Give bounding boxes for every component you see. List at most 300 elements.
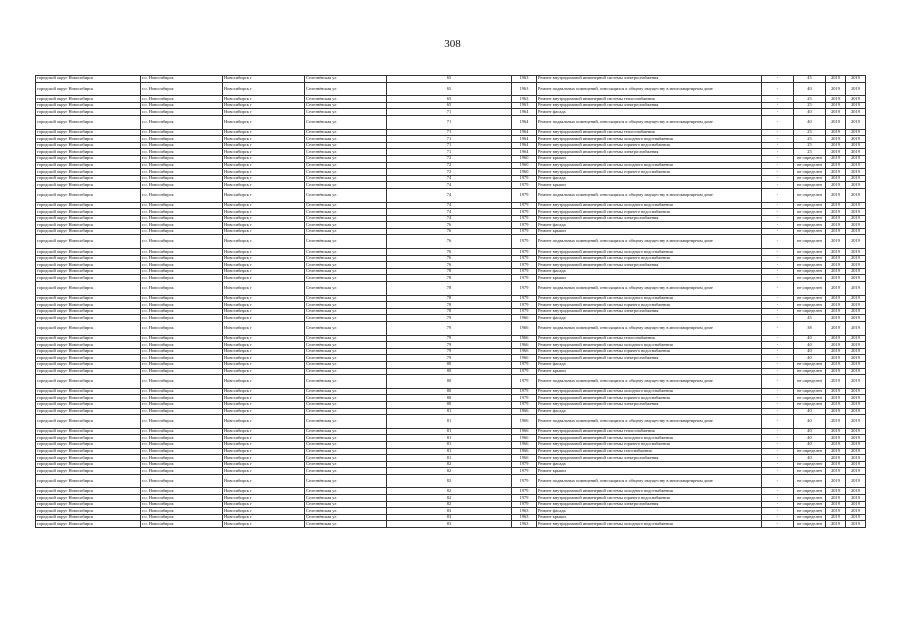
- settlement-cell: Новосибирск г: [223, 222, 305, 229]
- work-type-cell: Ремонт внутридомовой инженерной системы горячего водоснабжения: [537, 348, 762, 355]
- municipality-cell: городской округ Новосибирск: [36, 435, 141, 442]
- okrug-cell: г.о. Новосибирск: [141, 435, 223, 442]
- work-type-cell: Ремонт внутридомовой инженерной системы холодного водоснабжения: [537, 435, 762, 442]
- street-cell: Селезнёвская ул: [305, 235, 387, 249]
- value-cell: 25: [794, 149, 826, 156]
- year-end-cell: 2019: [846, 361, 866, 368]
- street-cell: Селезнёвская ул: [305, 175, 387, 182]
- table-row: [36, 342, 866, 349]
- okrug-cell: г.о. Новосибирск: [141, 262, 223, 269]
- table-row: [36, 488, 866, 495]
- value-cell: 40: [794, 428, 826, 435]
- table-row: [36, 209, 866, 216]
- work-type-cell: Ремонт внутридомовой инженерной системы горячего водоснабжения: [537, 169, 762, 176]
- year-end-cell: 2019: [846, 255, 866, 262]
- dash-cell: -: [762, 521, 794, 528]
- municipality-cell: городской округ Новосибирск: [36, 355, 141, 362]
- okrug-cell: г.о. Новосибирск: [141, 455, 223, 462]
- okrug-cell: г.о. Новосибирск: [141, 361, 223, 368]
- house-number-cell: 65: [387, 82, 512, 96]
- year-end-cell: 2019: [846, 275, 866, 282]
- year-cell: 1979: [512, 215, 537, 222]
- dash-cell: -: [762, 355, 794, 362]
- year-end-cell: 2019: [846, 209, 866, 216]
- settlement-cell: Новосибирск г: [223, 142, 305, 149]
- year-end-cell: 2019: [846, 474, 866, 488]
- year-end-cell: 2019: [846, 495, 866, 502]
- year-cell: 1979: [512, 268, 537, 275]
- value-cell: не определен: [794, 202, 826, 209]
- year-end-cell: 2019: [846, 355, 866, 362]
- okrug-cell: г.о. Новосибирск: [141, 142, 223, 149]
- municipality-cell: городской округ Новосибирск: [36, 375, 141, 389]
- year-end-cell: 2019: [846, 308, 866, 315]
- okrug-cell: г.о. Новосибирск: [141, 275, 223, 282]
- municipality-cell: городской округ Новосибирск: [36, 175, 141, 182]
- okrug-cell: г.о. Новосибирск: [141, 401, 223, 408]
- work-type-cell: Ремонт внутридомовой инженерной системы электроснабжения: [537, 149, 762, 156]
- street-cell: Селезнёвская ул: [305, 428, 387, 435]
- year-cell: 1979: [512, 302, 537, 309]
- house-number-cell: 82: [387, 461, 512, 468]
- dash-cell: -: [762, 335, 794, 342]
- dash-cell: -: [762, 448, 794, 455]
- street-cell: Селезнёвская ул: [305, 115, 387, 129]
- house-number-cell: 80: [387, 388, 512, 395]
- table-row: [36, 514, 866, 521]
- value-cell: не определен: [794, 474, 826, 488]
- year-cell: 1979: [512, 222, 537, 229]
- work-type-cell: Ремонт подвальных помещений, относящихся к общему имуществу в многоквартирном доме: [537, 322, 762, 336]
- settlement-cell: Новосибирск г: [223, 268, 305, 275]
- value-cell: 40: [794, 82, 826, 96]
- okrug-cell: г.о. Новосибирск: [141, 182, 223, 189]
- dash-cell: -: [762, 315, 794, 322]
- okrug-cell: г.о. Новосибирск: [141, 335, 223, 342]
- value-cell: не определен: [794, 249, 826, 256]
- settlement-cell: Новосибирск г: [223, 169, 305, 176]
- street-cell: Селезнёвская ул: [305, 348, 387, 355]
- dash-cell: -: [762, 182, 794, 189]
- table-row: [36, 262, 866, 269]
- year-end-cell: 2019: [846, 96, 866, 103]
- year-cell: 1979: [512, 468, 537, 475]
- value-cell: не определен: [794, 448, 826, 455]
- dash-cell: -: [762, 215, 794, 222]
- okrug-cell: г.о. Новосибирск: [141, 468, 223, 475]
- dash-cell: -: [762, 495, 794, 502]
- year-end-cell: 2019: [846, 222, 866, 229]
- house-number-cell: 78: [387, 282, 512, 296]
- house-number-cell: 76: [387, 228, 512, 235]
- okrug-cell: г.о. Новосибирск: [141, 235, 223, 249]
- house-number-cell: 81: [387, 448, 512, 455]
- year-cell: 1966: [512, 448, 537, 455]
- settlement-cell: Новосибирск г: [223, 441, 305, 448]
- settlement-cell: Новосибирск г: [223, 235, 305, 249]
- settlement-cell: Новосибирск г: [223, 355, 305, 362]
- year-end-cell: 2019: [846, 155, 866, 162]
- street-cell: Селезнёвская ул: [305, 448, 387, 455]
- year-start-cell: 2019: [826, 262, 846, 269]
- house-number-cell: 78: [387, 308, 512, 315]
- table-row: [36, 441, 866, 448]
- table-row: [36, 109, 866, 116]
- okrug-cell: г.о. Новосибирск: [141, 202, 223, 209]
- okrug-cell: г.о. Новосибирск: [141, 155, 223, 162]
- settlement-cell: Новосибирск г: [223, 149, 305, 156]
- value-cell: 40: [794, 455, 826, 462]
- dash-cell: -: [762, 368, 794, 375]
- dash-cell: -: [762, 82, 794, 96]
- work-type-cell: Ремонт крыши: [537, 275, 762, 282]
- year-cell: 1979: [512, 202, 537, 209]
- table-row: [36, 501, 866, 508]
- year-cell: 1979: [512, 235, 537, 249]
- table-row: [36, 155, 866, 162]
- work-type-cell: Ремонт внутридомовой инженерной системы холодного водоснабжения: [537, 488, 762, 495]
- dash-cell: -: [762, 96, 794, 103]
- year-end-cell: 2019: [846, 415, 866, 429]
- year-cell: 1964: [512, 149, 537, 156]
- year-cell: 1963: [512, 102, 537, 109]
- value-cell: не определен: [794, 501, 826, 508]
- table-row: [36, 202, 866, 209]
- house-number-cell: 72: [387, 169, 512, 176]
- year-end-cell: 2019: [846, 461, 866, 468]
- table-row: [36, 76, 866, 83]
- municipality-cell: городской округ Новосибирск: [36, 441, 141, 448]
- year-cell: 1979: [512, 388, 537, 395]
- year-end-cell: 2019: [846, 136, 866, 143]
- dash-cell: -: [762, 342, 794, 349]
- house-number-cell: 74: [387, 175, 512, 182]
- municipality-cell: городской округ Новосибирск: [36, 169, 141, 176]
- table-row: [36, 361, 866, 368]
- year-cell: 1964: [512, 136, 537, 143]
- municipality-cell: городской округ Новосибирск: [36, 102, 141, 109]
- street-cell: Селезнёвская ул: [305, 488, 387, 495]
- value-cell: 40: [794, 115, 826, 129]
- settlement-cell: Новосибирск г: [223, 249, 305, 256]
- work-type-cell: Ремонт внутридомовой инженерной системы горячего водоснабжения: [537, 441, 762, 448]
- year-end-cell: 2019: [846, 428, 866, 435]
- year-end-cell: 2019: [846, 322, 866, 336]
- year-start-cell: 2019: [826, 342, 846, 349]
- street-cell: Селезнёвская ул: [305, 342, 387, 349]
- work-type-cell: Ремонт крыши: [537, 368, 762, 375]
- street-cell: Селезнёвская ул: [305, 82, 387, 96]
- house-number-cell: 78: [387, 275, 512, 282]
- street-cell: Селезнёвская ул: [305, 501, 387, 508]
- settlement-cell: Новосибирск г: [223, 375, 305, 389]
- house-number-cell: 78: [387, 268, 512, 275]
- year-cell: 1979: [512, 461, 537, 468]
- value-cell: 40: [794, 415, 826, 429]
- okrug-cell: г.о. Новосибирск: [141, 488, 223, 495]
- okrug-cell: г.о. Новосибирск: [141, 169, 223, 176]
- dash-cell: -: [762, 508, 794, 515]
- value-cell: не определен: [794, 282, 826, 296]
- dash-cell: -: [762, 136, 794, 143]
- municipality-cell: городской округ Новосибирск: [36, 275, 141, 282]
- settlement-cell: Новосибирск г: [223, 361, 305, 368]
- year-end-cell: 2019: [846, 262, 866, 269]
- value-cell: не определен: [794, 308, 826, 315]
- municipality-cell: городской округ Новосибирск: [36, 495, 141, 502]
- work-type-cell: Ремонт внутридомовой инженерной системы холодного водоснабжения: [537, 202, 762, 209]
- house-number-cell: 81: [387, 455, 512, 462]
- municipality-cell: городской округ Новосибирск: [36, 468, 141, 475]
- dash-cell: -: [762, 282, 794, 296]
- municipality-cell: городской округ Новосибирск: [36, 448, 141, 455]
- year-start-cell: 2019: [826, 102, 846, 109]
- municipality-cell: городской округ Новосибирск: [36, 461, 141, 468]
- street-cell: Селезнёвская ул: [305, 96, 387, 103]
- work-type-cell: Ремонт внутридомовой инженерной системы электроснабжения: [537, 76, 762, 83]
- street-cell: Селезнёвская ул: [305, 202, 387, 209]
- house-number-cell: 80: [387, 401, 512, 408]
- okrug-cell: г.о. Новосибирск: [141, 102, 223, 109]
- work-type-cell: Ремонт внутридомовой инженерной системы холодного водоснабжения: [537, 295, 762, 302]
- work-type-cell: Ремонт крыши: [537, 228, 762, 235]
- year-cell: 1979: [512, 175, 537, 182]
- okrug-cell: г.о. Новосибирск: [141, 355, 223, 362]
- value-cell: 40: [794, 348, 826, 355]
- table-row: [36, 461, 866, 468]
- municipality-cell: городской округ Новосибирск: [36, 395, 141, 402]
- municipality-cell: городской округ Новосибирск: [36, 129, 141, 136]
- value-cell: не определен: [794, 222, 826, 229]
- okrug-cell: г.о. Новосибирск: [141, 115, 223, 129]
- settlement-cell: Новосибирск г: [223, 215, 305, 222]
- year-start-cell: 2019: [826, 315, 846, 322]
- work-type-cell: Ремонт подвальных помещений, относящихся к общему имуществу в многоквартирном доме: [537, 375, 762, 389]
- municipality-cell: городской округ Новосибирск: [36, 348, 141, 355]
- year-end-cell: 2019: [846, 302, 866, 309]
- street-cell: Селезнёвская ул: [305, 474, 387, 488]
- value-cell: 40: [794, 342, 826, 349]
- dash-cell: -: [762, 415, 794, 429]
- value-cell: не определен: [794, 162, 826, 169]
- street-cell: Селезнёвская ул: [305, 395, 387, 402]
- value-cell: не определен: [794, 182, 826, 189]
- year-end-cell: 2019: [846, 514, 866, 521]
- value-cell: 40: [794, 441, 826, 448]
- okrug-cell: г.о. Новосибирск: [141, 295, 223, 302]
- year-start-cell: 2019: [826, 109, 846, 116]
- value-cell: не определен: [794, 295, 826, 302]
- year-start-cell: 2019: [826, 348, 846, 355]
- street-cell: Селезнёвская ул: [305, 455, 387, 462]
- year-start-cell: 2019: [826, 435, 846, 442]
- value-cell: не определен: [794, 388, 826, 395]
- year-end-cell: 2019: [846, 142, 866, 149]
- value-cell: не определен: [794, 235, 826, 249]
- value-cell: не определен: [794, 375, 826, 389]
- year-end-cell: 2019: [846, 268, 866, 275]
- okrug-cell: г.о. Новосибирск: [141, 461, 223, 468]
- year-start-cell: 2019: [826, 175, 846, 182]
- okrug-cell: г.о. Новосибирск: [141, 255, 223, 262]
- year-cell: 1966: [512, 435, 537, 442]
- year-end-cell: 2019: [846, 228, 866, 235]
- table-row: [36, 169, 866, 176]
- dash-cell: -: [762, 361, 794, 368]
- house-number-cell: 79: [387, 315, 512, 322]
- table-row: [36, 435, 866, 442]
- year-cell: 1979: [512, 188, 537, 202]
- table-row: [36, 215, 866, 222]
- year-start-cell: 2019: [826, 136, 846, 143]
- year-cell: 1963: [512, 521, 537, 528]
- municipality-cell: городской округ Новосибирск: [36, 342, 141, 349]
- settlement-cell: Новосибирск г: [223, 342, 305, 349]
- okrug-cell: г.о. Новосибирск: [141, 501, 223, 508]
- year-start-cell: 2019: [826, 488, 846, 495]
- year-start-cell: 2019: [826, 501, 846, 508]
- year-start-cell: 2019: [826, 368, 846, 375]
- settlement-cell: Новосибирск г: [223, 302, 305, 309]
- value-cell: не определен: [794, 209, 826, 216]
- year-start-cell: 2019: [826, 275, 846, 282]
- year-start-cell: 2019: [826, 149, 846, 156]
- year-start-cell: 2019: [826, 428, 846, 435]
- table-row: [36, 408, 866, 415]
- house-number-cell: 79: [387, 348, 512, 355]
- okrug-cell: г.о. Новосибирск: [141, 209, 223, 216]
- year-cell: 1979: [512, 249, 537, 256]
- house-number-cell: 80: [387, 375, 512, 389]
- settlement-cell: Новосибирск г: [223, 115, 305, 129]
- year-cell: 1979: [512, 282, 537, 296]
- settlement-cell: Новосибирск г: [223, 109, 305, 116]
- municipality-cell: городской округ Новосибирск: [36, 408, 141, 415]
- table-row: [36, 395, 866, 402]
- work-type-cell: Ремонт внутридомовой инженерной системы электроснабжения: [537, 308, 762, 315]
- house-number-cell: 74: [387, 188, 512, 202]
- street-cell: Селезнёвская ул: [305, 415, 387, 429]
- house-number-cell: 82: [387, 474, 512, 488]
- year-start-cell: 2019: [826, 169, 846, 176]
- value-cell: 38: [794, 322, 826, 336]
- okrug-cell: г.о. Новосибирск: [141, 308, 223, 315]
- work-type-cell: Ремонт внутридомовой инженерной системы электроснабжения: [537, 215, 762, 222]
- value-cell: не определен: [794, 169, 826, 176]
- dash-cell: -: [762, 76, 794, 83]
- year-end-cell: 2019: [846, 441, 866, 448]
- table-row: [36, 375, 866, 389]
- settlement-cell: Новосибирск г: [223, 408, 305, 415]
- house-number-cell: 81: [387, 435, 512, 442]
- year-cell: 1979: [512, 275, 537, 282]
- year-start-cell: 2019: [826, 455, 846, 462]
- house-number-cell: 74: [387, 215, 512, 222]
- year-cell: 1979: [512, 361, 537, 368]
- okrug-cell: г.о. Новосибирск: [141, 268, 223, 275]
- year-cell: 1964: [512, 115, 537, 129]
- municipality-cell: городской округ Новосибирск: [36, 388, 141, 395]
- year-cell: 1979: [512, 295, 537, 302]
- house-number-cell: 74: [387, 182, 512, 189]
- work-type-cell: Ремонт внутридомовой инженерной системы горячего водоснабжения: [537, 209, 762, 216]
- table-row: [36, 428, 866, 435]
- dash-cell: -: [762, 228, 794, 235]
- year-start-cell: 2019: [826, 202, 846, 209]
- year-end-cell: 2019: [846, 468, 866, 475]
- year-cell: 1960: [512, 169, 537, 176]
- table-row: [36, 302, 866, 309]
- work-type-cell: Ремонт внутридомовой инженерной системы теплоснабжения: [537, 335, 762, 342]
- table-row: [36, 455, 866, 462]
- house-number-cell: 65: [387, 96, 512, 103]
- settlement-cell: Новосибирск г: [223, 395, 305, 402]
- municipality-cell: городской округ Новосибирск: [36, 76, 141, 83]
- year-end-cell: 2019: [846, 169, 866, 176]
- year-start-cell: 2019: [826, 268, 846, 275]
- table-row: [36, 355, 866, 362]
- work-type-cell: Ремонт подвальных помещений, относящихся к общему имуществу в многоквартирном доме: [537, 188, 762, 202]
- year-start-cell: 2019: [826, 495, 846, 502]
- value-cell: не определен: [794, 228, 826, 235]
- year-end-cell: 2019: [846, 342, 866, 349]
- year-start-cell: 2019: [826, 401, 846, 408]
- settlement-cell: Новосибирск г: [223, 162, 305, 169]
- year-start-cell: 2019: [826, 155, 846, 162]
- year-cell: 1966: [512, 415, 537, 429]
- year-cell: 1979: [512, 255, 537, 262]
- table-row: [36, 474, 866, 488]
- municipality-cell: городской округ Новосибирск: [36, 335, 141, 342]
- settlement-cell: Новосибирск г: [223, 275, 305, 282]
- table-row: [36, 228, 866, 235]
- street-cell: Селезнёвская ул: [305, 255, 387, 262]
- dash-cell: -: [762, 395, 794, 402]
- work-type-cell: Ремонт внутридомовой инженерной системы холодного водоснабжения: [537, 342, 762, 349]
- street-cell: Селезнёвская ул: [305, 282, 387, 296]
- municipality-cell: городской округ Новосибирск: [36, 262, 141, 269]
- work-type-cell: Ремонт внутридомовой инженерной системы газоснабжения: [537, 448, 762, 455]
- street-cell: Селезнёвская ул: [305, 495, 387, 502]
- municipality-cell: городской округ Новосибирск: [36, 361, 141, 368]
- year-start-cell: 2019: [826, 255, 846, 262]
- year-start-cell: 2019: [826, 115, 846, 129]
- municipality-cell: городской округ Новосибирск: [36, 215, 141, 222]
- settlement-cell: Новосибирск г: [223, 455, 305, 462]
- table-row: [36, 129, 866, 136]
- table-row: [36, 468, 866, 475]
- year-cell: 1966: [512, 322, 537, 336]
- year-cell: 1979: [512, 501, 537, 508]
- work-type-cell: Ремонт подвальных помещений, относящихся к общему имуществу в многоквартирном доме: [537, 282, 762, 296]
- year-end-cell: 2019: [846, 368, 866, 375]
- house-number-cell: 71: [387, 136, 512, 143]
- work-type-cell: Ремонт фасада: [537, 109, 762, 116]
- dash-cell: -: [762, 142, 794, 149]
- year-cell: 1979: [512, 495, 537, 502]
- year-start-cell: 2019: [826, 335, 846, 342]
- house-number-cell: 72: [387, 155, 512, 162]
- street-cell: Селезнёвская ул: [305, 129, 387, 136]
- year-cell: 1979: [512, 228, 537, 235]
- municipality-cell: городской округ Новосибирск: [36, 209, 141, 216]
- year-cell: 1960: [512, 155, 537, 162]
- work-type-cell: Ремонт внутридомовой инженерной системы холодного водоснабжения: [537, 249, 762, 256]
- okrug-cell: г.о. Новосибирск: [141, 149, 223, 156]
- house-number-cell: 76: [387, 262, 512, 269]
- value-cell: 40: [794, 109, 826, 116]
- house-number-cell: 65: [387, 76, 512, 83]
